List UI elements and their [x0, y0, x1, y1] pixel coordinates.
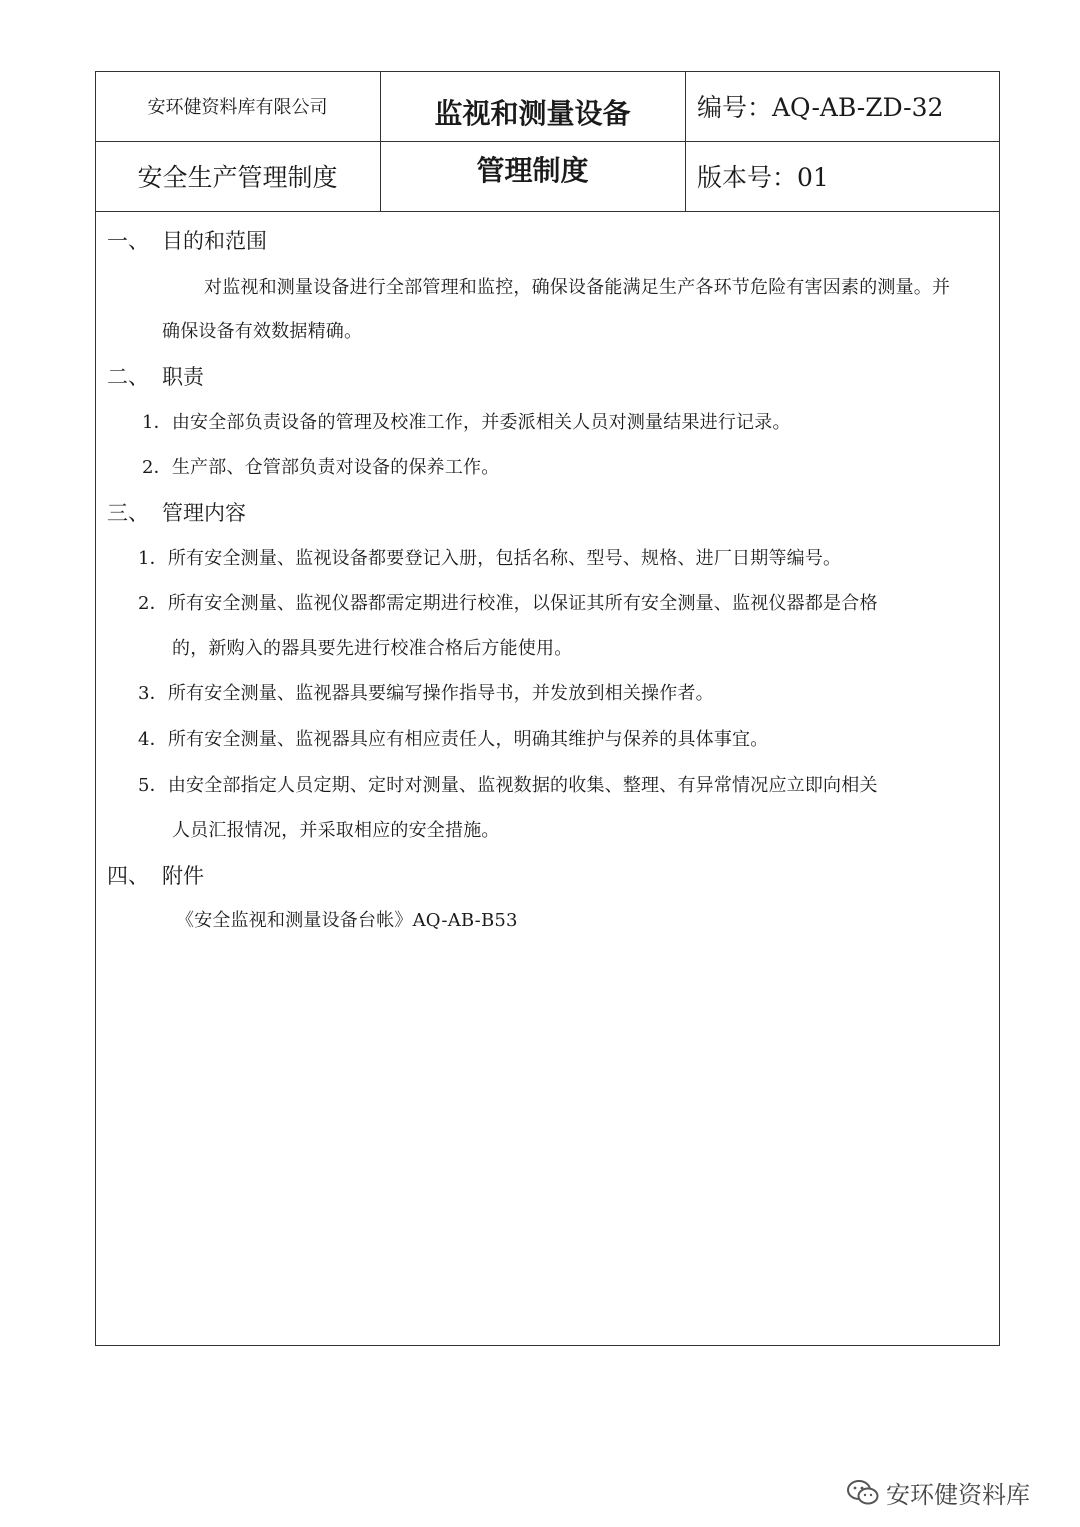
- list-item-continuation: 人员汇报情况，并采取相应的安全措施。: [172, 820, 500, 841]
- document-category: 安全生产管理制度: [137, 163, 338, 192]
- section-heading: 职责: [162, 365, 204, 389]
- section-heading: 附件: [162, 864, 204, 888]
- list-item-continuation: 的，新购入的器具要先进行校准合格后方能使用。: [172, 638, 573, 659]
- section-heading: 目的和范围: [162, 229, 267, 253]
- list-item: 2．所有安全测量、监视仪器都需定期进行校准，以保证其所有安全测量、监视仪器都是合格: [138, 593, 878, 614]
- document-title: [380, 71, 685, 212]
- paragraph-line: 对监视和测量设备进行全部管理和监控，确保设备能满足生产各环节危险有害因素的测量。并: [204, 277, 951, 298]
- paragraph-line: 确保设备有效数据精确。: [162, 321, 363, 342]
- section-heading: 管理内容: [162, 501, 246, 525]
- header-divider-right: [685, 71, 686, 212]
- list-item: 2．生产部、仓管部负责对设备的保养工作。: [142, 457, 500, 478]
- section-number: 三、: [107, 501, 149, 525]
- list-item: 4．所有安全测量、监视器具应有相应责任人，明确其维护与保养的具体事宜。: [138, 729, 769, 750]
- section-number: 一、: [107, 229, 149, 253]
- list-item: 1．所有安全测量、监视设备都要登记入册，包括名称、型号、规格、进厂日期等编号。: [138, 548, 842, 569]
- list-item: 1．由安全部负责设备的管理及校准工作，并委派相关人员对测量结果进行记录。: [142, 412, 791, 433]
- title-line-2: 管理制度: [476, 153, 589, 187]
- document-frame: [95, 71, 1000, 1346]
- wechat-icon: [846, 1479, 880, 1507]
- watermark: [846, 1475, 1030, 1510]
- company-name: 安环健资料库有限公司: [147, 97, 328, 118]
- section-number: 四、: [107, 864, 149, 888]
- watermark-text: 安环健资料库: [886, 1481, 1030, 1509]
- document-number: 编号：AQ-AB-ZD-32: [697, 93, 944, 122]
- title-line-1: 监视和测量设备: [434, 96, 631, 130]
- section-number: 二、: [107, 365, 149, 389]
- list-item: 5．由安全部指定人员定期、定时对测量、监视数据的收集、整理、有异常情况应立即向相关: [138, 775, 878, 796]
- attachment-reference: 《安全监视和测量设备台帐》AQ-AB-B53: [176, 910, 518, 931]
- list-item: 3．所有安全测量、监视器具要编写操作指导书，并发放到相关操作者。: [138, 683, 714, 704]
- version-number: 版本号：01: [697, 163, 829, 192]
